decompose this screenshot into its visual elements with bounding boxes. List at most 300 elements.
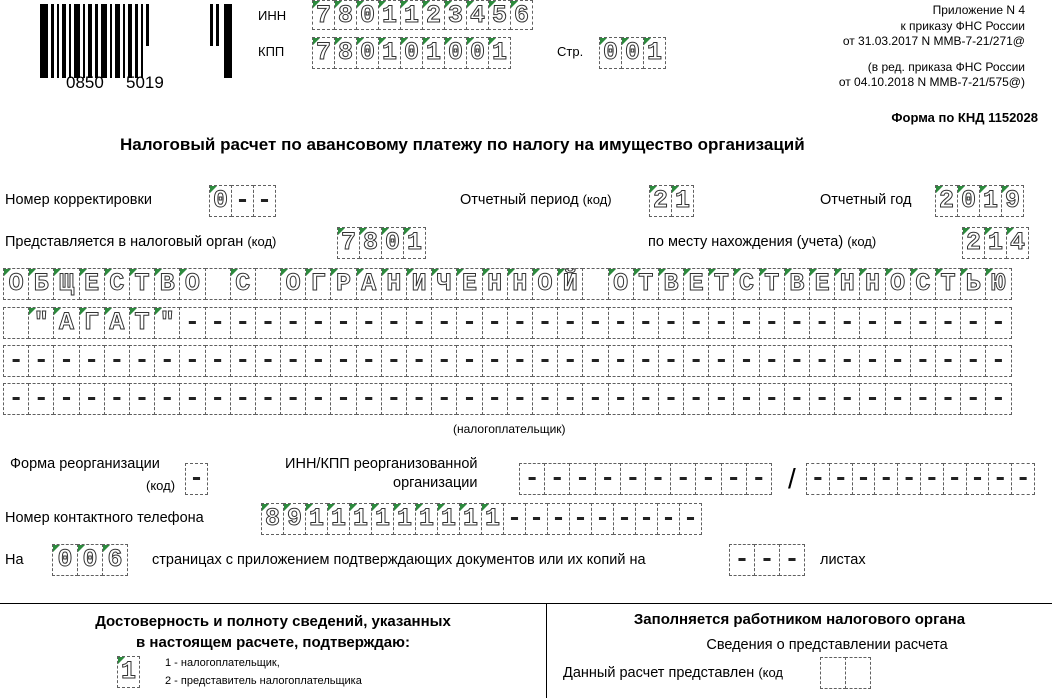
form-code: Форма по КНД 1152028 bbox=[891, 110, 1038, 125]
char-cell[interactable]: - bbox=[104, 383, 130, 415]
char-cell[interactable]: - bbox=[635, 503, 658, 535]
org-name-row-1[interactable] bbox=[3, 268, 1011, 300]
char-cell[interactable]: - bbox=[935, 383, 961, 415]
section-divider bbox=[0, 603, 1052, 604]
char-cell[interactable]: О bbox=[3, 268, 29, 300]
char-cell[interactable]: - bbox=[910, 345, 936, 377]
char-cell[interactable]: - bbox=[3, 345, 29, 377]
char-cell[interactable]: - bbox=[582, 307, 608, 339]
correction-label: Номер корректировки bbox=[5, 192, 152, 208]
char-cell[interactable]: 1 bbox=[422, 37, 445, 69]
char-cell[interactable]: 1 bbox=[643, 37, 666, 69]
tax-authority-label: Представляется в налоговый орган (код) bbox=[5, 234, 277, 250]
char-cell[interactable]: - bbox=[547, 503, 570, 535]
char-cell[interactable]: - bbox=[784, 383, 810, 415]
char-cell[interactable]: 1 bbox=[117, 656, 140, 688]
sheets-cells[interactable] bbox=[729, 544, 804, 576]
reorg-form-cells[interactable] bbox=[185, 463, 207, 495]
char-cell[interactable]: - bbox=[608, 383, 634, 415]
char-cell[interactable]: - bbox=[305, 383, 331, 415]
char-cell[interactable]: 9 bbox=[283, 503, 306, 535]
char-cell[interactable]: В bbox=[154, 268, 180, 300]
char-cell[interactable]: 1 bbox=[327, 503, 350, 535]
phone-cells[interactable] bbox=[261, 503, 701, 535]
char-cell[interactable]: - bbox=[205, 345, 231, 377]
char-cell[interactable]: - bbox=[482, 307, 508, 339]
office-title: Заполняется работником налогового органа bbox=[633, 611, 966, 628]
char-cell[interactable]: Н bbox=[482, 268, 508, 300]
char-cell[interactable]: - bbox=[525, 503, 548, 535]
char-cell[interactable]: - bbox=[456, 345, 482, 377]
char-cell[interactable]: - bbox=[885, 307, 911, 339]
char-cell[interactable]: - bbox=[503, 503, 526, 535]
char-cell[interactable]: 1 bbox=[400, 0, 423, 30]
char-cell[interactable]: - bbox=[834, 383, 860, 415]
char-cell[interactable]: 1 bbox=[393, 503, 416, 535]
appendix-line5: от 04.10.2018 N ММВ-7-21/575@) bbox=[838, 75, 1025, 89]
char-cell[interactable]: 2 bbox=[422, 0, 445, 30]
char-cell[interactable]: - bbox=[897, 463, 921, 495]
char-cell[interactable]: 5 bbox=[488, 0, 511, 30]
char-cell[interactable]: - bbox=[406, 307, 432, 339]
pages-cells[interactable] bbox=[52, 544, 127, 576]
char-cell[interactable]: - bbox=[53, 345, 79, 377]
char-cell[interactable]: - bbox=[985, 345, 1011, 377]
char-cell[interactable]: - bbox=[733, 345, 759, 377]
char-cell[interactable]: - bbox=[79, 345, 105, 377]
char-cell[interactable]: 1 bbox=[979, 185, 1002, 217]
char-cell[interactable]: - bbox=[759, 383, 785, 415]
char-cell[interactable]: - bbox=[532, 383, 558, 415]
char-cell[interactable]: - bbox=[859, 307, 885, 339]
char-cell[interactable]: - bbox=[620, 463, 646, 495]
pages-middle-text: страницах с приложением подтверждающих документов или их копий на bbox=[152, 552, 646, 568]
char-cell[interactable]: С bbox=[733, 268, 759, 300]
char-cell[interactable]: Т bbox=[759, 268, 785, 300]
char-cell[interactable]: 2 bbox=[935, 185, 958, 217]
char-cell[interactable]: - bbox=[985, 383, 1011, 415]
char-cell[interactable]: Т bbox=[129, 268, 155, 300]
char-cell[interactable]: С bbox=[230, 268, 256, 300]
reorg-separator: / bbox=[788, 463, 796, 494]
char-cell[interactable]: - bbox=[874, 463, 898, 495]
char-cell[interactable]: Ю bbox=[985, 268, 1011, 300]
char-cell[interactable]: - bbox=[507, 307, 533, 339]
confirm-cell[interactable] bbox=[117, 656, 139, 688]
char-cell[interactable]: Ь bbox=[960, 268, 986, 300]
char-cell[interactable]: - bbox=[595, 463, 621, 495]
char-cell[interactable]: - bbox=[544, 463, 570, 495]
char-cell[interactable]: - bbox=[1011, 463, 1035, 495]
char-cell[interactable]: Е bbox=[683, 268, 709, 300]
char-cell[interactable]: 1 bbox=[415, 503, 438, 535]
char-cell[interactable]: 1 bbox=[481, 503, 504, 535]
char-cell[interactable]: - bbox=[230, 307, 256, 339]
char-cell[interactable]: Н bbox=[859, 268, 885, 300]
year-label: Отчетный год bbox=[820, 192, 912, 208]
org-name-row-4[interactable] bbox=[3, 383, 1011, 415]
char-cell[interactable]: Т bbox=[129, 307, 155, 339]
char-cell[interactable]: - bbox=[809, 383, 835, 415]
char-cell[interactable]: О bbox=[532, 268, 558, 300]
char-cell[interactable]: - bbox=[658, 345, 684, 377]
reorg-code-label: (код) bbox=[146, 478, 176, 493]
char-cell[interactable]: - bbox=[28, 383, 54, 415]
char-cell[interactable]: - bbox=[104, 345, 130, 377]
char-cell[interactable]: - bbox=[809, 307, 835, 339]
char-cell[interactable]: С bbox=[910, 268, 936, 300]
pages-prefix: На bbox=[5, 552, 24, 568]
org-name-caption: (налогоплательщик) bbox=[453, 422, 566, 436]
char-cell[interactable]: - bbox=[809, 345, 835, 377]
char-cell[interactable]: И bbox=[406, 268, 432, 300]
char-cell[interactable]: - bbox=[456, 307, 482, 339]
char-cell[interactable]: - bbox=[255, 345, 281, 377]
char-cell[interactable]: 1 bbox=[349, 503, 372, 535]
char-cell[interactable]: Н bbox=[507, 268, 533, 300]
char-cell[interactable]: 8 bbox=[261, 503, 284, 535]
char-cell[interactable]: 4 bbox=[1006, 227, 1029, 259]
char-cell[interactable]: - bbox=[330, 345, 356, 377]
char-cell[interactable]: - bbox=[633, 345, 659, 377]
char-cell[interactable]: О bbox=[885, 268, 911, 300]
char-cell[interactable]: - bbox=[729, 544, 755, 576]
char-cell[interactable]: - bbox=[381, 307, 407, 339]
char-cell[interactable]: 1 bbox=[488, 37, 511, 69]
char-cell[interactable]: 1 bbox=[984, 227, 1007, 259]
char-cell[interactable]: - bbox=[330, 307, 356, 339]
char-cell[interactable] bbox=[205, 268, 231, 300]
char-cell[interactable]: - bbox=[582, 345, 608, 377]
char-cell[interactable]: - bbox=[557, 345, 583, 377]
char-cell[interactable]: " bbox=[154, 307, 180, 339]
char-cell[interactable]: - bbox=[356, 345, 382, 377]
char-cell[interactable]: - bbox=[779, 544, 805, 576]
office-presented-label: Данный расчет представлен (код bbox=[563, 665, 784, 681]
char-cell[interactable]: - bbox=[532, 307, 558, 339]
char-cell[interactable]: - bbox=[482, 345, 508, 377]
char-cell[interactable]: О bbox=[280, 268, 306, 300]
char-cell[interactable]: 0 bbox=[621, 37, 644, 69]
char-cell[interactable]: - bbox=[154, 383, 180, 415]
char-cell[interactable]: - bbox=[230, 383, 256, 415]
char-cell[interactable]: - bbox=[733, 307, 759, 339]
char-cell[interactable]: 8 bbox=[334, 37, 357, 69]
char-cell[interactable]: 8 bbox=[359, 227, 382, 259]
kpp-cells[interactable] bbox=[312, 37, 510, 69]
location-cells[interactable] bbox=[962, 227, 1028, 259]
char-cell[interactable]: Б bbox=[28, 268, 54, 300]
char-cell[interactable]: В bbox=[784, 268, 810, 300]
appendix-line3: от 31.03.2017 N ММВ-7-21/271@ bbox=[842, 34, 1025, 48]
barcode-number-left: 0850 bbox=[66, 73, 104, 92]
char-cell[interactable]: - bbox=[569, 463, 595, 495]
char-cell[interactable]: 1 bbox=[403, 227, 426, 259]
char-cell[interactable]: - bbox=[658, 307, 684, 339]
char-cell[interactable]: " bbox=[28, 307, 54, 339]
char-cell[interactable]: - bbox=[154, 345, 180, 377]
char-cell[interactable]: - bbox=[381, 383, 407, 415]
page-title: Налоговый расчет по авансовому платежу по налогу на имущество организаций bbox=[120, 135, 805, 154]
char-cell[interactable]: - bbox=[657, 503, 680, 535]
char-cell[interactable]: - bbox=[406, 345, 432, 377]
char-cell[interactable]: - bbox=[557, 307, 583, 339]
char-cell[interactable] bbox=[3, 307, 29, 339]
char-cell[interactable]: - bbox=[658, 383, 684, 415]
org-name-row-3[interactable] bbox=[3, 345, 1011, 377]
appendix-line2: к приказу ФНС России bbox=[900, 18, 1025, 33]
char-cell[interactable]: - bbox=[330, 383, 356, 415]
char-cell[interactable]: - bbox=[79, 383, 105, 415]
char-cell[interactable]: - bbox=[759, 307, 785, 339]
appendix-line4: (в ред. приказа ФНС России bbox=[867, 59, 1025, 74]
char-cell[interactable]: - bbox=[759, 345, 785, 377]
char-cell[interactable]: - bbox=[255, 383, 281, 415]
char-cell[interactable]: - bbox=[591, 503, 614, 535]
correction-cells[interactable] bbox=[209, 185, 275, 217]
char-cell[interactable]: - bbox=[910, 307, 936, 339]
char-cell[interactable]: 1 bbox=[378, 0, 401, 30]
char-cell[interactable]: - bbox=[859, 345, 885, 377]
char-cell[interactable]: - bbox=[806, 463, 830, 495]
char-cell[interactable]: - bbox=[53, 383, 79, 415]
char-cell[interactable]: - bbox=[179, 307, 205, 339]
char-cell[interactable]: - bbox=[683, 345, 709, 377]
char-cell[interactable]: Г bbox=[305, 268, 331, 300]
char-cell[interactable]: - bbox=[852, 463, 876, 495]
char-cell[interactable]: Р bbox=[330, 268, 356, 300]
char-cell[interactable]: - bbox=[960, 307, 986, 339]
char-cell[interactable]: - bbox=[695, 463, 721, 495]
reorg-innkpp-label: ИНН/КПП реорганизованной организации bbox=[285, 456, 478, 491]
char-cell[interactable]: - bbox=[613, 503, 636, 535]
char-cell[interactable]: - bbox=[633, 307, 659, 339]
char-cell[interactable]: 1 bbox=[305, 503, 328, 535]
char-cell[interactable]: В bbox=[658, 268, 684, 300]
char-cell[interactable]: - bbox=[988, 463, 1012, 495]
char-cell[interactable]: А bbox=[356, 268, 382, 300]
char-cell[interactable]: - bbox=[280, 383, 306, 415]
char-cell[interactable]: Щ bbox=[53, 268, 79, 300]
char-cell[interactable]: - bbox=[670, 463, 696, 495]
char-cell[interactable]: - bbox=[829, 463, 853, 495]
char-cell[interactable]: 6 bbox=[102, 544, 128, 576]
char-cell[interactable] bbox=[582, 268, 608, 300]
char-cell[interactable]: 0 bbox=[444, 37, 467, 69]
char-cell[interactable]: - bbox=[708, 345, 734, 377]
char-cell[interactable]: Г bbox=[79, 307, 105, 339]
char-cell[interactable]: - bbox=[834, 345, 860, 377]
char-cell[interactable]: 1 bbox=[378, 37, 401, 69]
confirm-option-1: 1 - налогоплательщик, bbox=[165, 657, 280, 669]
char-cell[interactable]: - bbox=[519, 463, 545, 495]
office-code-cells[interactable] bbox=[820, 657, 870, 689]
char-cell[interactable]: 8 bbox=[334, 0, 357, 30]
pages-suffix: листах bbox=[820, 552, 866, 568]
char-cell[interactable]: - bbox=[708, 383, 734, 415]
char-cell[interactable]: - bbox=[557, 383, 583, 415]
char-cell[interactable]: - bbox=[431, 383, 457, 415]
char-cell[interactable]: 0 bbox=[356, 37, 379, 69]
char-cell[interactable]: - bbox=[679, 503, 702, 535]
char-cell[interactable]: - bbox=[507, 383, 533, 415]
char-cell[interactable]: - bbox=[406, 383, 432, 415]
char-cell[interactable]: - bbox=[943, 463, 967, 495]
char-cell[interactable]: - bbox=[910, 383, 936, 415]
char-cell[interactable]: Т bbox=[633, 268, 659, 300]
char-cell[interactable]: 1 bbox=[459, 503, 482, 535]
char-cell[interactable]: О bbox=[608, 268, 634, 300]
char-cell[interactable]: - bbox=[381, 345, 407, 377]
page-cells[interactable] bbox=[599, 37, 665, 69]
char-cell[interactable]: - bbox=[754, 544, 780, 576]
char-cell[interactable]: 0 bbox=[599, 37, 622, 69]
char-cell[interactable]: - bbox=[231, 185, 254, 217]
char-cell[interactable]: - bbox=[356, 307, 382, 339]
char-cell[interactable]: - bbox=[230, 345, 256, 377]
char-cell[interactable]: - bbox=[683, 307, 709, 339]
char-cell[interactable]: - bbox=[608, 307, 634, 339]
phone-label: Номер контактного телефона bbox=[5, 510, 204, 526]
char-cell[interactable]: Т bbox=[708, 268, 734, 300]
char-cell[interactable]: 1 bbox=[671, 185, 694, 217]
period-label: Отчетный период (код) bbox=[460, 192, 612, 208]
char-cell[interactable]: - bbox=[356, 383, 382, 415]
barcode-number-right: 5019 bbox=[126, 73, 164, 92]
tax-authority-cells[interactable] bbox=[337, 227, 425, 259]
char-cell[interactable]: 9 bbox=[1001, 185, 1024, 217]
char-cell[interactable]: 0 bbox=[400, 37, 423, 69]
char-cell[interactable]: - bbox=[859, 383, 885, 415]
char-cell[interactable]: - bbox=[253, 185, 276, 217]
char-cell[interactable]: - bbox=[885, 345, 911, 377]
char-cell[interactable]: - bbox=[3, 383, 29, 415]
char-cell[interactable]: 7 bbox=[312, 37, 335, 69]
reorg-inn-cells[interactable] bbox=[519, 463, 771, 495]
char-cell[interactable]: - bbox=[645, 463, 671, 495]
char-cell[interactable]: - bbox=[305, 307, 331, 339]
char-cell[interactable]: Ч bbox=[431, 268, 457, 300]
inn-cells[interactable] bbox=[312, 0, 532, 30]
char-cell[interactable]: Н bbox=[834, 268, 860, 300]
char-cell[interactable]: - bbox=[582, 383, 608, 415]
char-cell[interactable]: 0 bbox=[466, 37, 489, 69]
year-cells[interactable] bbox=[935, 185, 1023, 217]
barcode bbox=[40, 4, 235, 78]
char-cell[interactable]: 7 bbox=[312, 0, 335, 30]
reorg-kpp-cells[interactable] bbox=[806, 463, 1034, 495]
char-cell[interactable]: 0 bbox=[77, 544, 103, 576]
char-cell[interactable]: - bbox=[966, 463, 990, 495]
char-cell[interactable]: С bbox=[104, 268, 130, 300]
char-cell[interactable]: - bbox=[179, 345, 205, 377]
char-cell[interactable]: - bbox=[721, 463, 747, 495]
char-cell[interactable]: - bbox=[179, 383, 205, 415]
char-cell[interactable]: - bbox=[746, 463, 772, 495]
char-cell[interactable]: - bbox=[129, 383, 155, 415]
confirm-title: Достоверность и полноту сведений, указанных в настоящем расчете, подтверждаю: bbox=[95, 613, 451, 651]
kpp-label: КПП bbox=[258, 44, 285, 59]
char-cell[interactable]: 0 bbox=[52, 544, 78, 576]
char-cell[interactable]: - bbox=[633, 383, 659, 415]
char-cell[interactable]: - bbox=[885, 383, 911, 415]
char-cell[interactable]: - bbox=[784, 307, 810, 339]
char-cell[interactable]: - bbox=[733, 383, 759, 415]
char-cell[interactable]: Т bbox=[935, 268, 961, 300]
char-cell[interactable]: - bbox=[482, 383, 508, 415]
char-cell[interactable]: Н bbox=[381, 268, 407, 300]
char-cell[interactable]: - bbox=[205, 307, 231, 339]
char-cell[interactable]: - bbox=[280, 307, 306, 339]
char-cell[interactable]: 2 bbox=[649, 185, 672, 217]
char-cell[interactable]: Е bbox=[456, 268, 482, 300]
char-cell[interactable] bbox=[255, 268, 281, 300]
char-cell[interactable]: 0 bbox=[356, 0, 379, 30]
char-cell[interactable]: 6 bbox=[510, 0, 533, 30]
char-cell[interactable]: 1 bbox=[437, 503, 460, 535]
char-cell[interactable]: - bbox=[431, 307, 457, 339]
char-cell[interactable]: О bbox=[179, 268, 205, 300]
char-cell[interactable]: - bbox=[205, 383, 231, 415]
char-cell[interactable]: - bbox=[456, 383, 482, 415]
char-cell[interactable]: - bbox=[608, 345, 634, 377]
char-cell[interactable]: - bbox=[708, 307, 734, 339]
char-cell[interactable]: Й bbox=[557, 268, 583, 300]
char-cell[interactable]: 2 bbox=[962, 227, 985, 259]
char-cell[interactable]: - bbox=[280, 345, 306, 377]
char-cell[interactable]: 1 bbox=[371, 503, 394, 535]
char-cell[interactable]: - bbox=[255, 307, 281, 339]
char-cell[interactable]: - bbox=[431, 345, 457, 377]
char-cell[interactable]: Е bbox=[79, 268, 105, 300]
location-label: по месту нахождения (учета) (код) bbox=[648, 234, 877, 250]
period-cells[interactable] bbox=[649, 185, 693, 217]
char-cell[interactable]: 0 bbox=[209, 185, 232, 217]
char-cell[interactable]: - bbox=[960, 383, 986, 415]
char-cell[interactable]: А bbox=[104, 307, 130, 339]
char-cell[interactable]: 4 bbox=[466, 0, 489, 30]
char-cell[interactable]: - bbox=[532, 345, 558, 377]
char-cell[interactable]: - bbox=[305, 345, 331, 377]
char-cell[interactable]: - bbox=[129, 345, 155, 377]
char-cell[interactable]: - bbox=[935, 345, 961, 377]
char-cell[interactable]: - bbox=[784, 345, 810, 377]
char-cell[interactable] bbox=[845, 657, 871, 689]
char-cell[interactable]: - bbox=[185, 463, 208, 495]
appendix-line1: Приложение N 4 bbox=[932, 3, 1025, 17]
char-cell[interactable]: 3 bbox=[444, 0, 467, 30]
inn-label: ИНН bbox=[258, 8, 287, 23]
org-name-row-2[interactable] bbox=[3, 307, 1011, 339]
char-cell[interactable]: - bbox=[683, 383, 709, 415]
char-cell[interactable]: - bbox=[569, 503, 592, 535]
office-subtitle: Сведения о представлении расчета bbox=[706, 637, 948, 653]
char-cell[interactable]: 7 bbox=[337, 227, 360, 259]
char-cell[interactable]: 0 bbox=[381, 227, 404, 259]
char-cell[interactable]: 0 bbox=[957, 185, 980, 217]
char-cell[interactable]: А bbox=[53, 307, 79, 339]
char-cell[interactable]: Е bbox=[809, 268, 835, 300]
char-cell[interactable]: - bbox=[935, 307, 961, 339]
char-cell[interactable]: - bbox=[507, 345, 533, 377]
char-cell[interactable]: - bbox=[28, 345, 54, 377]
reorg-form-label: Форма реорганизации bbox=[10, 456, 160, 472]
char-cell[interactable]: - bbox=[920, 463, 944, 495]
char-cell[interactable]: - bbox=[834, 307, 860, 339]
char-cell[interactable]: - bbox=[960, 345, 986, 377]
char-cell[interactable]: - bbox=[985, 307, 1011, 339]
char-cell[interactable] bbox=[820, 657, 846, 689]
